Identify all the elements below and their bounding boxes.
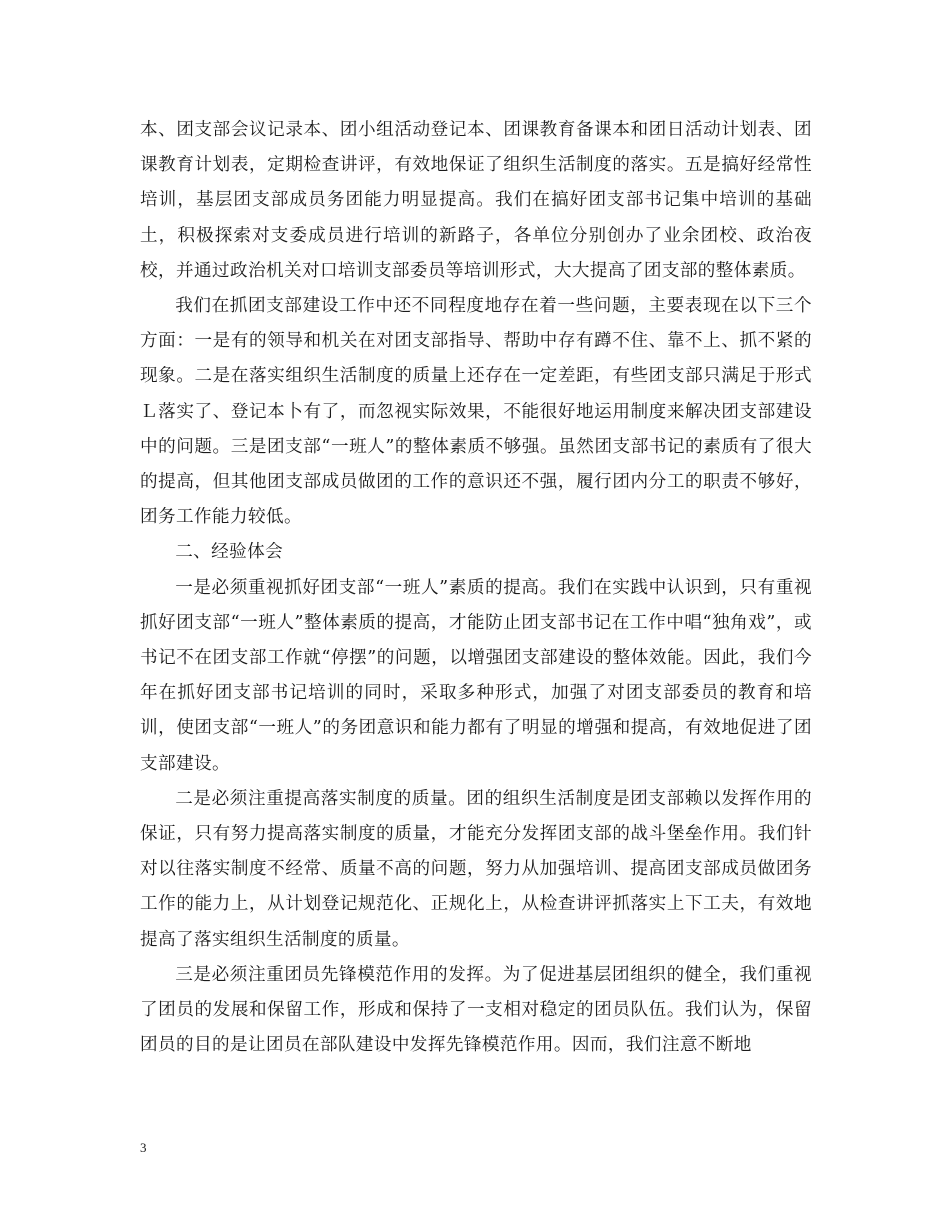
body-paragraph: 三是必须注重团员先锋模范作用的发挥。为了促进基层团组织的健全，我们重视了团员的发展和保留工作，形成和保持了一支相对稳定的团员队伍。我们认为，保留团员的目的是让团员在部队建设中发挥先锋模范作用。因而，我们注意不断地 <box>140 964 812 1056</box>
page-number: 3 <box>140 1140 147 1155</box>
body-paragraph: 一是必须重视抓好团支部“一班人”素质的提高。我们在实践中认识到，只有重视抓好团支部“一班人”整体素质的提高，才能防止团支部书记在工作中唱“独角戏”，或书记不在团支部工作就“停摆”的问题，以增强团支部建设的整体效能。因此，我们今年在抓好团支部书记培训的同时，采取多种形式，加强了对团支部委员的教育和培训，使团支部“一班人”的务团意识和能力都有了明显的增强和提高，有效地促进了团支部建设。 <box>140 577 812 774</box>
body-paragraph: 二是必须注重提高落实制度的质量。团的组织生活制度是团支部赖以发挥作用的保证，只有努力提高落实制度的质量，才能充分发挥团支部的战斗堡垒作用。我们针对以往落实制度不经常、质量不高的问题，努力从加强培训、提高团支部成员做团务工作的能力上，从计划登记规范化、正规化上，从检查讲评抓落实上下工夫，有效地提高了落实组织生活制度的质量。 <box>140 788 812 950</box>
body-paragraph: 我们在抓团支部建设工作中还不同程度地存在着一些问题，主要表现在以下三个方面：一是有的领导和机关在对团支部指导、帮助中存有蹲不住、靠不上、抓不紧的现象。二是在落实组织生活制度的质量上还存在一定差距，有些团支部只满足于形式Ｌ落实了、登记本卜有了，而忽视实际效果，不能很好地运用制度来解决团支部建设中的问题。三是团支部“一班人”的整体素质不够强。虽然团支部书记的素质有了很大的提高，但其他团支部成员做团的工作的意识还不强，履行团内分工的职责不够好，团务工作能力较低。 <box>140 296 812 528</box>
body-paragraph: 本、团支部会议记录本、团小组活动登记本、团课教育备课本和团日活动计划表、团课教育计划表，定期检查讲评，有效地保证了组织生活制度的落实。五是搞好经常性培训，基层团支部成员务团能力明显提高。我们在搞好团支部书记集中培训的基础土，积极探索对支委成员进行培训的新路子，各单位分别创办了业余团校、政治夜校，并通过政治机关对口培训支部委员等培训形式，大大提高了团支部的整体素质。 <box>140 120 812 281</box>
document-body <box>140 113 812 1063</box>
section-heading: 二、经验体会 <box>175 542 284 563</box>
